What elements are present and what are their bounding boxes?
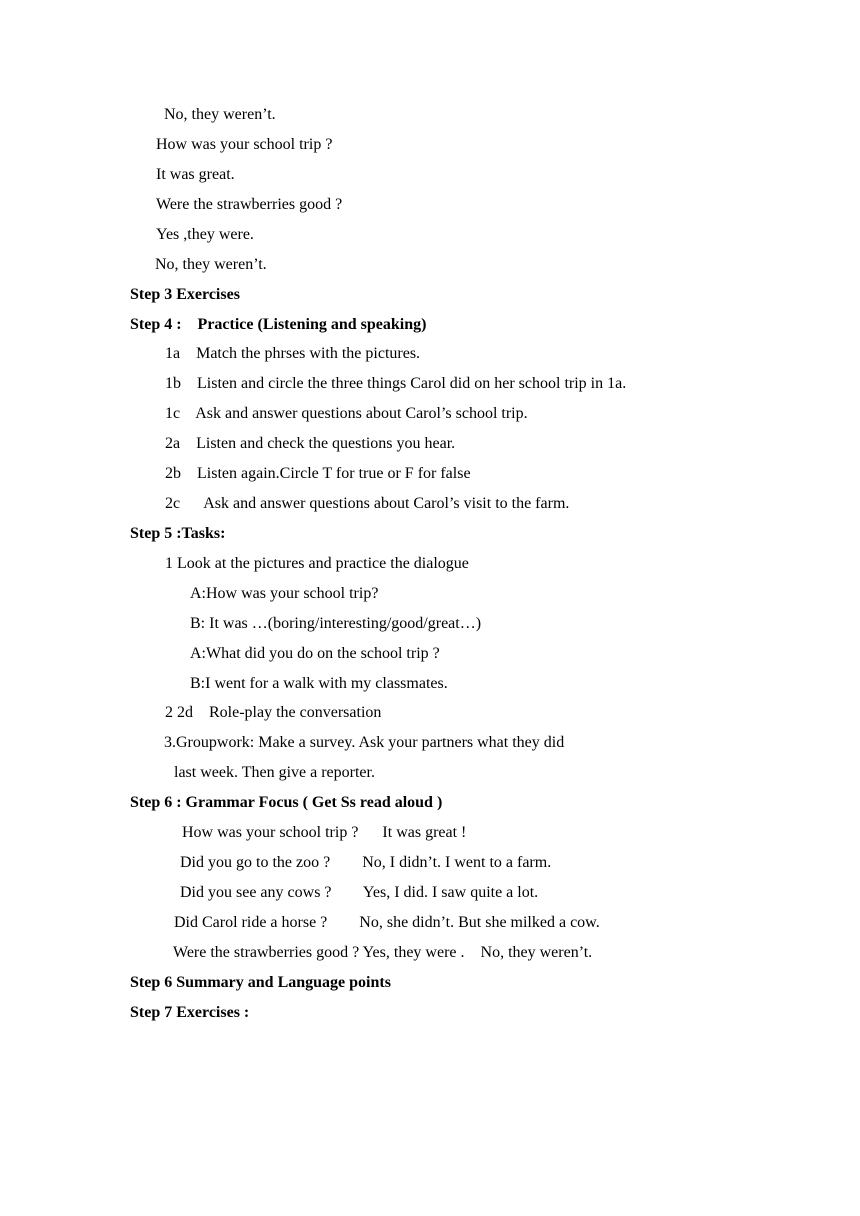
task-item: 2 2d Role-play the conversation xyxy=(165,704,382,721)
grammar-example: Did you see any cows ? Yes, I did. I saw quite a lot. xyxy=(180,884,539,901)
practice-item: 1b Listen and circle the three things Carol did on her school trip in 1a. xyxy=(165,375,627,392)
task-item: 1 Look at the pictures and practice the dialogue xyxy=(165,555,469,572)
answer-line: No, they weren’t. xyxy=(164,106,276,123)
practice-item: 2c Ask and answer questions about Carol’s visit to the farm. xyxy=(165,495,570,512)
step-heading: Step 4 : Practice (Listening and speaking) xyxy=(130,316,427,333)
practice-item: 2a Listen and check the questions you hear. xyxy=(165,435,456,452)
practice-item: 1a Match the phrses with the pictures. xyxy=(165,345,421,362)
answer-line: Yes ,they were. xyxy=(156,226,254,243)
grammar-example: Did you go to the zoo ? No, I didn’t. I went to a farm. xyxy=(180,854,552,871)
dialogue-line: B: It was …(boring/interesting/good/great…) xyxy=(190,615,482,632)
answer-line: No, they weren’t. xyxy=(155,256,267,273)
task-item-continued: last week. Then give a reporter. xyxy=(174,764,375,781)
step-heading: Step 6 Summary and Language points xyxy=(130,974,391,991)
dialogue-line: A:How was your school trip? xyxy=(190,585,379,602)
task-item: 3.Groupwork: Make a survey. Ask your partners what they did xyxy=(164,734,565,751)
answer-line: It was great. xyxy=(156,166,235,183)
question-line: Were the strawberries good ? xyxy=(156,196,343,213)
step-heading: Step 5 :Tasks: xyxy=(130,525,226,542)
question-line: How was your school trip ? xyxy=(156,136,333,153)
practice-item: 1c Ask and answer questions about Carol’s school trip. xyxy=(165,405,528,422)
practice-item: 2b Listen again.Circle T for true or F for false xyxy=(165,465,471,482)
dialogue-line: B:I went for a walk with my classmates. xyxy=(190,675,448,692)
dialogue-line: A:What did you do on the school trip ? xyxy=(190,645,440,662)
step-heading: Step 7 Exercises : xyxy=(130,1004,250,1021)
step-heading: Step 6 : Grammar Focus ( Get Ss read aloud ) xyxy=(130,794,443,811)
grammar-example: How was your school trip ? It was great ! xyxy=(182,824,467,841)
grammar-example: Did Carol ride a horse ? No, she didn’t. But she milked a cow. xyxy=(174,914,600,931)
grammar-example: Were the strawberries good ? Yes, they were . No, they weren’t. xyxy=(173,944,593,961)
step-heading: Step 3 Exercises xyxy=(130,286,240,303)
